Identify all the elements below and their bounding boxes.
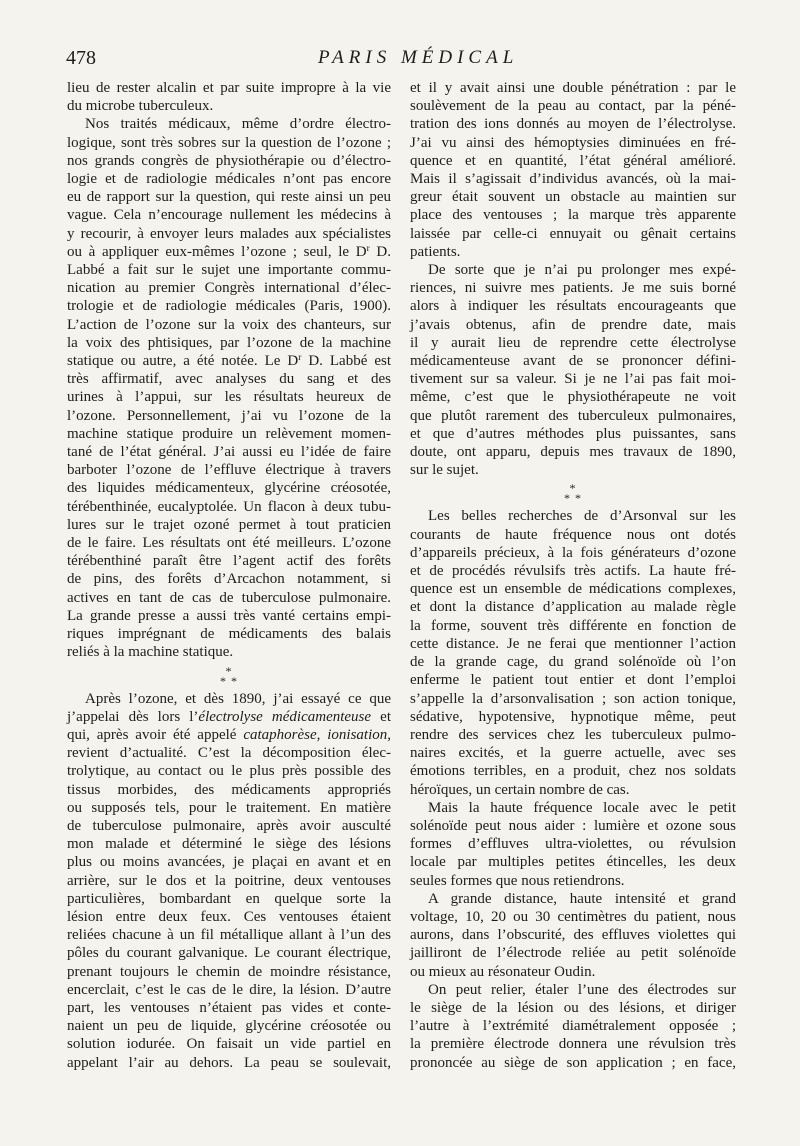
text-line: j’avais obtenus, afin de prendre date, mais <box>410 316 736 333</box>
text-line <box>67 352 391 370</box>
text-run: statique ou autre, a été notée. Le D <box>67 353 299 370</box>
text-line: térébenthinée, eucalyptolée. Un flacon à deux tubu- <box>67 498 391 515</box>
paragraph <box>410 799 736 890</box>
text-line: sur le sujet. <box>410 462 479 479</box>
text-line: A grande distance, haute intensité et grand <box>428 890 736 907</box>
text-line: trolytique, au contact ou le plus près possible des <box>67 763 391 780</box>
text-line: rendre des services chez les tuberculeux pulmo- <box>410 726 736 743</box>
text-line <box>67 726 391 744</box>
text-line: aurons, dans l’obscurité, des effluves violettes qui <box>410 927 736 944</box>
left-column <box>67 79 391 1072</box>
text-line: seules formes que nous retiendrons. <box>410 872 625 889</box>
text-line: actives en tant de cas de tuberculose pulmonaire. <box>67 589 391 606</box>
text-line: prononcée au siège de son application ; en face, <box>410 1054 736 1071</box>
text-line: le siège de la lésion ou des lésions, et diriger <box>410 999 736 1016</box>
text-line: vague. Cela n’encourage nullement les médecins à <box>67 207 391 224</box>
text-line: pôles du courant galvanique. Le courant électrique, <box>67 945 391 962</box>
text-run: j’appelai dès lors l’ <box>67 708 199 725</box>
text-line: et de procédés révulsifs très actifs. La haute fré- <box>410 563 736 580</box>
text-line: machine statique produire un relèvement momen- <box>67 425 391 442</box>
text-line: tivement sur sa valeur. Si je ne l’ai pas fait moi- <box>410 371 736 388</box>
text-line: laissée par celle-ci ennuyait ou gênait certains <box>410 225 736 242</box>
text-line: la voix des phtisiques, par l’ozone de la machine <box>67 334 391 351</box>
paragraph <box>410 79 736 261</box>
text-line: plus ou moins avancées, je plaçai en avant et en <box>67 854 391 871</box>
text-line: du microbe tuberculeux. <box>67 98 214 115</box>
page-number: 478 <box>66 47 96 69</box>
text-run: D. <box>369 243 391 260</box>
text-line: place des ventouses ; la marque très apparente <box>410 207 736 224</box>
asterism-mark: * <box>225 663 233 678</box>
text-line: tration des ions donnés au moyen de l’électrolyse. <box>410 116 736 133</box>
text-line: L’action de l’ozone sur la voix des chanteurs, sur <box>67 316 391 333</box>
text-line: nication au premier Congrès international d’élec- <box>67 280 391 297</box>
text-line <box>67 243 391 261</box>
text-line: Mais la haute fréquence locale avec le petit <box>428 799 736 816</box>
text-run: et <box>371 708 391 725</box>
text-line: solénoïde peut nous aider : lumière et ozone sous <box>410 817 736 834</box>
asterism-mark: * <box>569 481 577 496</box>
text-line: logique, sont très sobres sur la question de l’ozone ; <box>67 134 391 151</box>
text-line: barboter l’ozone de l’effluve électrique à travers <box>67 462 391 479</box>
text-line: logie et de radiologie médicales n’ont pas encore <box>67 171 391 188</box>
text-line: arrière, sur le dos et la poitrine, deux ventouses <box>67 872 391 889</box>
text-line: de pins, des forêts d’Arcachon notamment, si <box>67 571 391 588</box>
text-line: médicamenteuse avant de se prononcer défini- <box>410 353 736 370</box>
text-line: La grande presse a aussi très vanté certains empi- <box>67 607 391 624</box>
text-line: d’appareils précieux, à la fois générateurs d’ozone <box>410 544 736 561</box>
text-line: encerclait, c’est le cas de le dire, la lésion. D’autre <box>67 981 391 998</box>
text-line: et dont la distance d’application au malade règle <box>410 599 736 616</box>
text-line <box>67 708 391 726</box>
text-line: lieu de rester alcalin et par suite impropre à la vie <box>67 80 391 96</box>
text-line: appelant l’air au dehors. La peau se soulevait, <box>67 1054 391 1071</box>
text-line: Les belles recherches de d’Arsonval sur les <box>428 508 736 525</box>
text-line: revient d’actualité. C’est la décomposition élec- <box>67 745 391 762</box>
text-line: De sorte que je n’ai pu prolonger mes expé- <box>428 262 736 279</box>
text-run: D. Labbé est <box>301 353 391 370</box>
text-line: reliées chacune à un fil métallique allant à l’un des <box>67 927 391 944</box>
text-run: , <box>387 726 391 743</box>
right-column <box>410 79 736 1072</box>
text-line: ou supposés tels, pour le traitement. En matière <box>67 799 391 816</box>
superscript: r <box>366 243 370 254</box>
text-line: il y aurait lieu de reprendre cette électrolyse <box>410 334 736 351</box>
text-run: qui, après avoir été appelé <box>67 726 244 743</box>
text-line: Labbé a fait sur le sujet une importante commu- <box>67 262 391 279</box>
text-line: de tuberculose pulmonaire, après avoir ausculté <box>67 817 391 834</box>
text-line: mon malade et déterminé le siège des lésions <box>67 836 391 853</box>
text-run: ou à appliquer eux-mêmes l’ozone ; seul, le D <box>67 243 367 260</box>
text-line: locale par multiples petites étincelles, les deux <box>410 854 736 871</box>
text-line: des liquides médicamenteux, glycérine créosotée, <box>67 480 391 497</box>
paragraph <box>67 79 391 115</box>
text-line: tissus morbides, des médicaments appropriés <box>67 781 391 798</box>
text-line: même, c’est que le physiothérapeute ne voit <box>410 389 736 406</box>
text-line: lésion entre deux feux. Ces ventouses étaient <box>67 908 391 925</box>
text-line: la forme, souvent très différente en fonction de <box>410 617 736 634</box>
text-line: riques imprégnant de médicaments des balais <box>67 626 391 643</box>
text-line: y recourir, à envoyer leurs malades aux spécialistes <box>67 225 391 242</box>
text-line: soulèvement de la peau au contact, par la péné- <box>410 98 736 115</box>
text-line: tané de l’état général. J’ai aussi eu l’idée de faire <box>67 444 391 461</box>
asterism-separator <box>67 662 391 690</box>
text-line: s’appelle la d’arsonvalisation ; son action tonique, <box>410 690 736 707</box>
paragraph <box>67 690 391 1072</box>
text-line: jailliront de l’électrode reliée au petit solénoïde <box>410 945 736 962</box>
text-line: J’ai vu ainsi des hémoptysies diminuées en fré- <box>410 134 736 151</box>
text-line: particulières, bombardant en quelque sorte la <box>67 890 391 907</box>
text-line: courants de haute fréquence nous ont dotés <box>410 526 736 543</box>
paragraph <box>410 507 736 798</box>
text-line: l’ozone. Personnellement, j’ai vu l’ozone de la <box>67 407 391 424</box>
text-line: enferme le patient tout entier et dont l’emploi <box>410 672 736 689</box>
paragraph <box>67 115 391 661</box>
text-line: émotions terribles, en a produit, chez nos soldats <box>410 763 736 780</box>
text-line: patients. <box>410 243 461 260</box>
text-line: et que d’autres méthodes plus puissantes, sans <box>410 425 736 442</box>
text-line: riences, ni suivre mes patients. Je me suis borné <box>410 280 736 297</box>
text-line: la première électrode donnera une révulsion très <box>410 1036 736 1053</box>
text-line: solution iodurée. On faisait un vide partiel en <box>67 1036 391 1053</box>
text-line: quence et en quantité, l’état général amélioré. <box>410 152 736 169</box>
text-line: très affirmatif, avec analyses du sang et des <box>67 371 391 388</box>
asterism-mark: * * <box>220 673 238 688</box>
text-line: eu de rapport sur la question, qui reste ainsi un peu <box>67 189 391 206</box>
text-line: voltage, 10, 20 ou 30 centimètres du patient, nous <box>410 908 736 925</box>
text-line: naires excités, et la guerre actuelle, avec ses <box>410 745 736 762</box>
text-line: reliés à la machine statique. <box>67 644 234 661</box>
text-line: quence est un ensemble de médications complexes, <box>410 581 736 598</box>
text-line: et il y avait ainsi une double pénétration : par le <box>410 80 736 96</box>
text-line: sédative, hypotensive, hypnotique même, peut <box>410 708 736 725</box>
page-header <box>0 0 800 76</box>
text-line: doute, ont apparu, depuis mes travaux de 1890, <box>410 444 736 461</box>
italic-run: cataphorèse, ionisation <box>243 726 388 743</box>
text-line: Après l’ozone, et dès 1890, j’ai essayé ce que <box>85 690 391 707</box>
asterism-separator <box>410 479 736 507</box>
text-line: part, les ventouses n’étaient pas vides et conte- <box>67 999 391 1016</box>
text-line: formes d’effluves ultra-violettes, ou révulsion <box>410 836 736 853</box>
text-line: urines à l’appui, sur les résultats heureux de <box>67 389 391 406</box>
text-line: greur était souvent un obstacle au maintien sur <box>410 189 736 206</box>
text-line: l’autre à l’extrémité diamétralement opposée ; <box>410 1018 736 1035</box>
paragraph <box>410 890 736 981</box>
text-line: de le faire. Les résultats ont été meilleurs. L’ozone <box>67 535 391 552</box>
superscript: r <box>298 352 302 363</box>
text-line: nos grands congrès de physiothérapie ou d’électro- <box>67 152 391 169</box>
paragraph <box>410 981 736 1072</box>
text-line: trologie et de radiologie médicales (Paris, 1900). <box>67 298 391 315</box>
italic-run: électrolyse médicamenteuse <box>198 708 372 725</box>
paragraph <box>410 261 736 479</box>
text-line: On peut relier, étaler l’une des électrodes sur <box>428 981 736 998</box>
text-line: cette distance. Je ne ferai que mentionner l’action <box>410 635 736 652</box>
text-line: lures sur le trajet ozoné permet à tout praticien <box>67 516 391 533</box>
text-line: alors à indiquer les résultats encourageants que <box>410 298 736 315</box>
text-line: de la grande cage, du grand solénoïde où l’on <box>410 654 736 671</box>
asterism-mark: * * <box>564 491 582 506</box>
journal-title: PARIS MÉDICAL <box>318 47 519 68</box>
text-line: ou mieux au résonateur Oudin. <box>410 963 596 980</box>
text-line: que plutôt rarement des tuberculeux pulmonaires, <box>410 407 736 424</box>
text-line: térébenthiné paraît être l’agent actif des forêts <box>67 553 391 570</box>
text-line: naient un peu de liquide, glycérine créosotée ou <box>67 1018 391 1035</box>
text-line: Mais il s’agissait d’individus avancés, où la mai- <box>410 171 736 188</box>
text-line: héroïques, un certain nombre de cas. <box>410 781 630 798</box>
text-line: Nos traités médicaux, même d’ordre électro- <box>85 116 391 133</box>
text-line: prenant toujours le chemin de moindre résistance, <box>67 963 391 980</box>
